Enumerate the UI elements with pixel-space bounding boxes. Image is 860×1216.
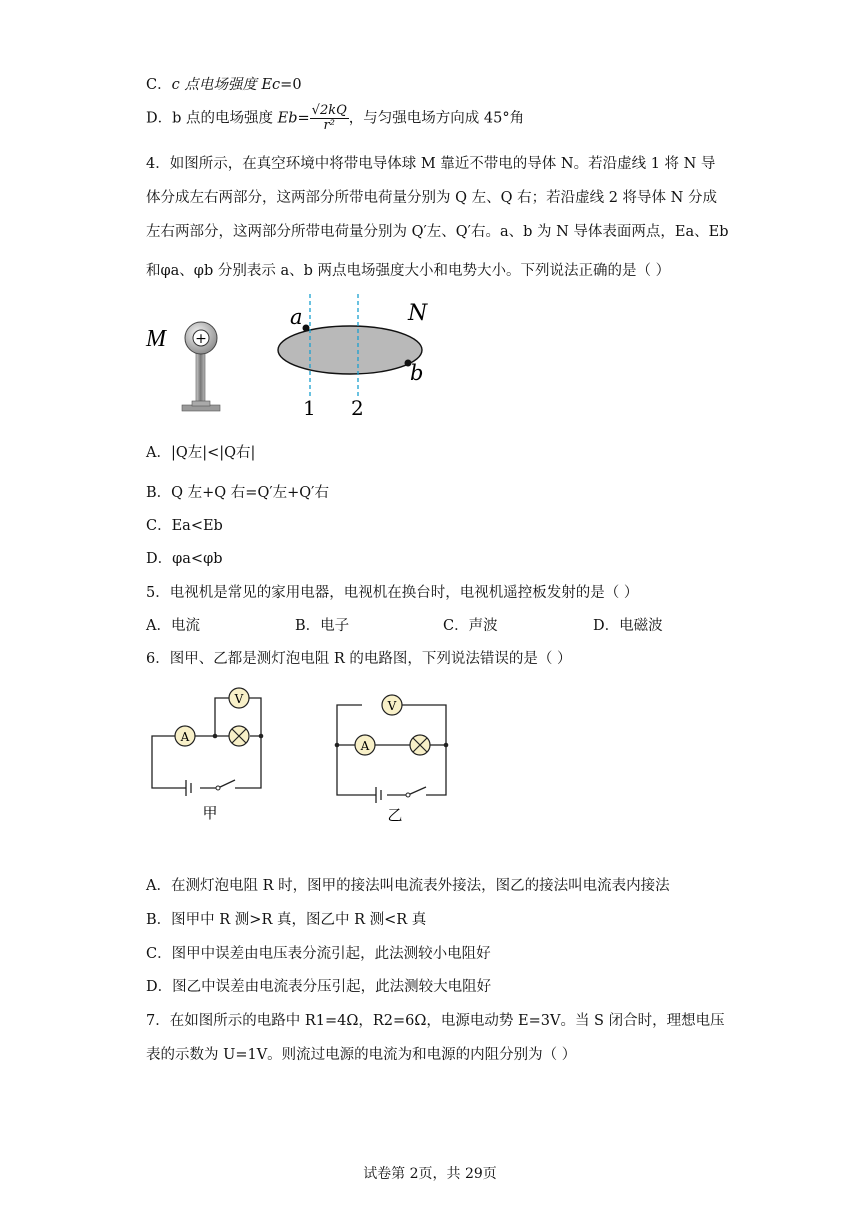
option-text: b 点的电场强度 — [172, 110, 278, 127]
q4-stem-line-1: 4．如图所示，在真空环境中将带电导体球 M 靠近不带电的导体 N。若沿虚线 1 将 N 导 — [146, 156, 716, 172]
switch-contact — [216, 786, 220, 790]
fraction — [310, 104, 349, 133]
circuit-yi — [337, 705, 446, 803]
junction — [259, 734, 264, 739]
junction — [213, 734, 218, 739]
page-footer: 试卷第 2页，共 29页 — [363, 1166, 497, 1182]
q5-option-a: A．电流 — [146, 618, 200, 634]
label-jia: 甲 — [202, 804, 218, 822]
q4-figure — [140, 288, 450, 423]
q5-stem: 5．电视机是常见的家用电器，电视机在换台时，电视机遥控板发射的是（ ） — [146, 585, 639, 601]
q3-option-d — [146, 104, 524, 133]
q3-option-c — [146, 73, 302, 94]
label-yi: 乙 — [387, 806, 403, 824]
ammeter-label: A — [360, 739, 370, 753]
voltmeter-label: V — [234, 692, 244, 706]
q7-stem-line-2: 表的示数为 U=1V。则流过电源的电流为和电源的内阻分别为（ ） — [146, 1047, 577, 1063]
q4-option-b: B．Q 左+Q 右=Q′左+Q′右 — [146, 485, 329, 501]
q6-option-d: D．图乙中误差由电流表分压引起，此法测较大电阻好 — [146, 979, 492, 995]
variable: Eb — [277, 110, 298, 127]
switch-contact — [406, 793, 410, 797]
label-line-2: 2 — [351, 396, 364, 420]
fraction-numerator: √2kQ — [311, 103, 347, 118]
q5-option-c: C．声波 — [443, 618, 498, 634]
option-label: D． — [146, 110, 173, 127]
q7-stem-line-1: 7．在如图所示的电路中 R1=4Ω，R2=6Ω，电源电动势 E=3V。当 S 闭合时，理想电压 — [146, 1013, 725, 1029]
label-n: N — [408, 301, 428, 326]
plus-icon: + — [195, 331, 207, 347]
q4-stem-line-3: 左右两部分，这两部分所带电荷量分别为 Q′左、Q′右。a、b 为 N 导体表面两点，Ea、Eb — [146, 224, 729, 240]
variable: Ec — [261, 77, 281, 93]
q6-option-b: B．图甲中 R 测>R 真，图乙中 R 测<R 真 — [146, 912, 427, 928]
junction — [444, 743, 449, 748]
label-line-1: 1 — [303, 396, 316, 420]
label-a: a — [290, 305, 303, 329]
q6-stem: 6．图甲、乙都是测灯泡电阻 R 的电路图，下列说法错误的是（ ） — [146, 651, 572, 667]
q4-stem-line-4: 和φa、φb 分别表示 a、b 两点电场强度大小和电势大小。下列说法正确的是（ ） — [146, 263, 671, 279]
option-text: =0 — [280, 77, 302, 93]
stand-foot — [192, 401, 210, 406]
label-m: M — [146, 326, 166, 352]
point-a — [303, 325, 310, 332]
q4-option-c: C．Ea<Eb — [146, 518, 223, 534]
ammeter-label: A — [180, 730, 190, 744]
option-text: c 点电场强度 — [171, 77, 262, 93]
q4-stem-line-2: 体分成左右两部分，这两部分所带电荷量分别为 Q 左、Q 右；若沿虚线 2 将导体 N 分成 — [146, 190, 717, 206]
equals: = — [297, 110, 310, 127]
label-b: b — [410, 361, 424, 385]
q4-option-d: D．φa<φb — [146, 551, 223, 567]
q6-option-c: C．图甲中误差由电压表分流引起，此法测较小电阻好 — [146, 946, 491, 962]
conductor-n — [278, 326, 422, 374]
voltmeter-label: V — [387, 699, 397, 713]
circuit-jia — [152, 698, 261, 796]
fraction-denominator: r² — [323, 118, 335, 133]
stand-rod — [196, 352, 205, 407]
q6-figures — [140, 680, 470, 830]
q6-option-a: A．在测灯泡电阻 R 时，图甲的接法叫电流表外接法，图乙的接法叫电流表内接法 — [146, 878, 670, 894]
option-label: C． — [146, 77, 172, 93]
q5-option-b: B．电子 — [295, 618, 350, 634]
junction — [335, 743, 340, 748]
q4-option-a: A．|Q左|<|Q右| — [146, 445, 256, 461]
q5-option-d: D．电磁波 — [593, 618, 663, 634]
option-text: ，与匀强电场方向成 45°角 — [348, 110, 525, 127]
